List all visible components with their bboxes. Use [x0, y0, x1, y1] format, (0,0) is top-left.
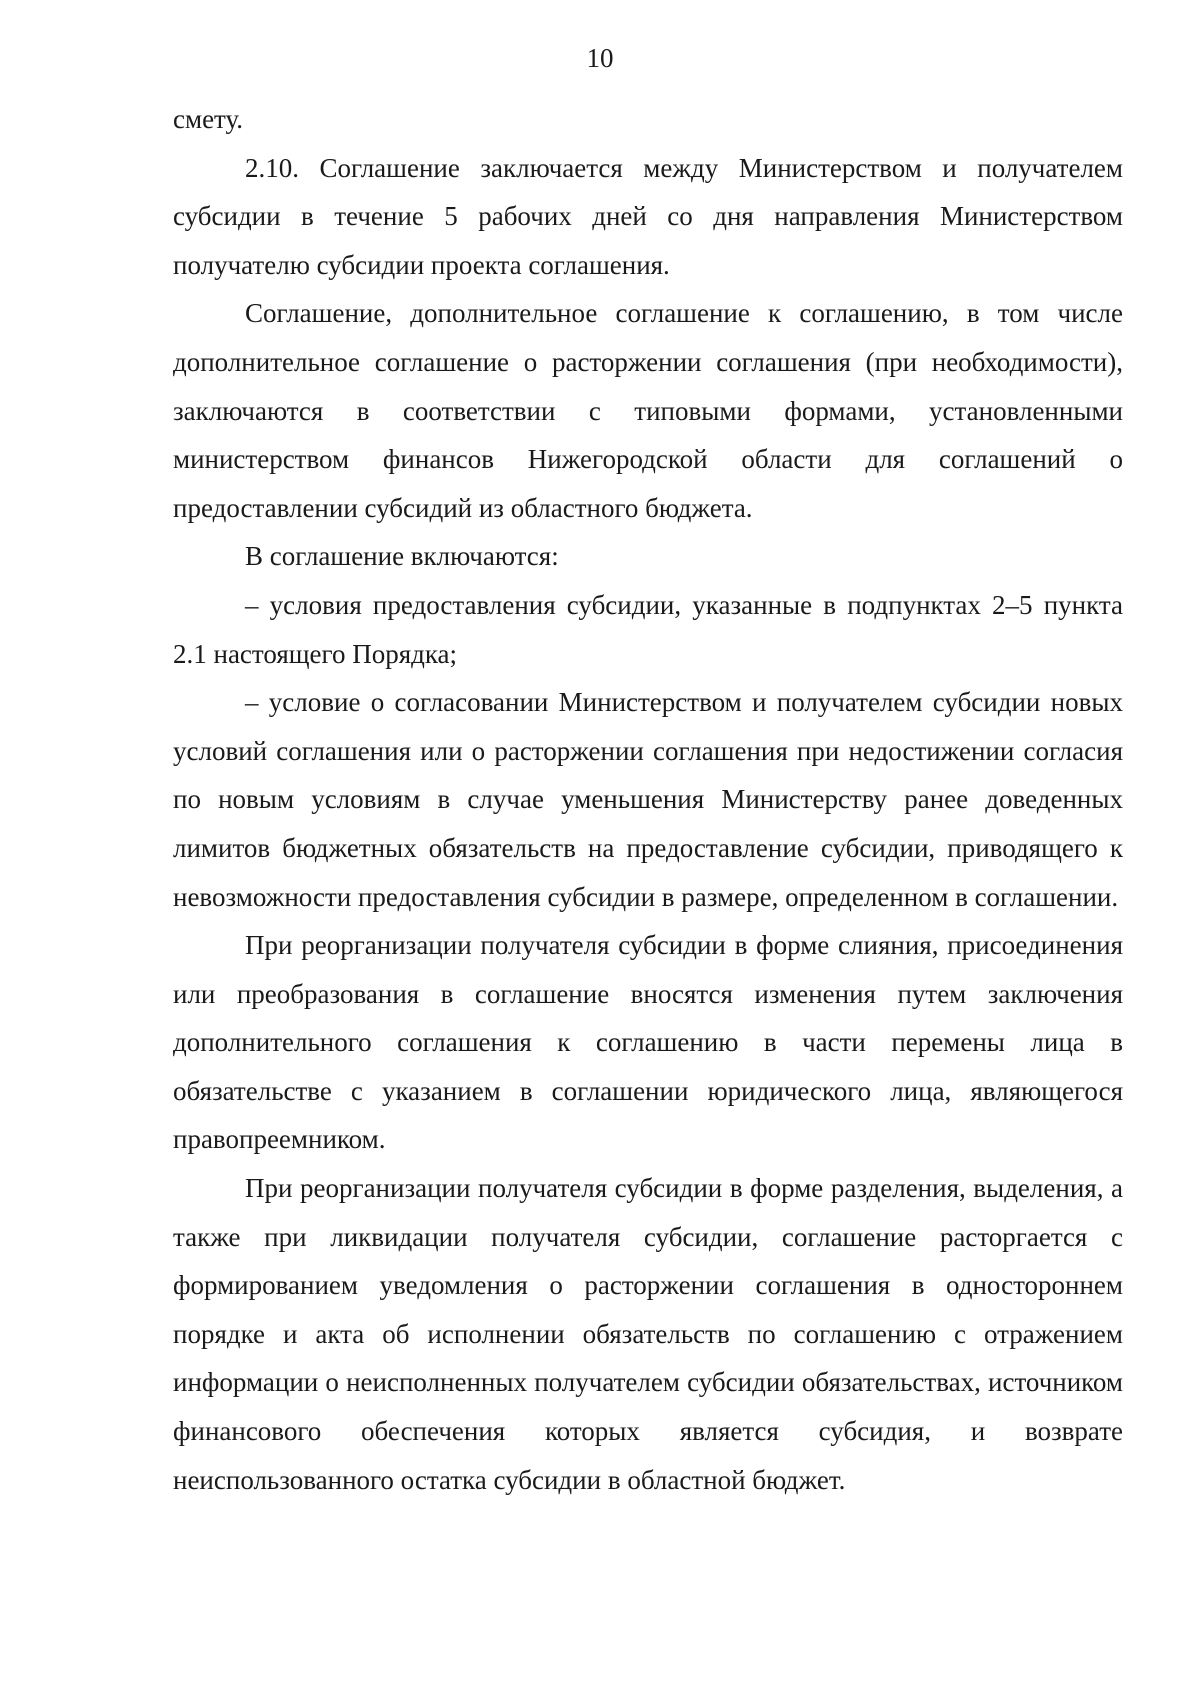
paragraph-agreement-includes: В соглашение включаются:: [245, 541, 559, 572]
paragraph-reorganization-merger: При реорганизации получателя субсидии в форме слияния, присоединения или преобразования в соглашение вносятся изменения путем заключения дополнительного соглашения к соглашению в части перемены лица в обязательстве с указанием в соглашении юридического лица, являющегося правопреемником.: [173, 930, 1123, 1155]
paragraph-reorganization-division: При реорганизации получателя субсидии в форме разделения, выделения, а также при ликвидации получателя субсидии, соглашение расторгается с формированием уведомления о расторжении соглашения в одностороннем порядке и акта об исполнении обязательств по соглашению с отражением информации о неисполненных получателем субсидии обязательствах, источником финансового обеспечения которых является субсидия, и возврате неиспользованного остатка субсидии в областной бюджет.: [173, 1173, 1123, 1495]
paragraph-continuation: смету.: [173, 104, 244, 134]
document-body: [173, 95, 1123, 1504]
page-number: 10: [586, 43, 614, 73]
list-item-conditions: – условия предоставления субсидии, указанные в подпунктах 2–5 пункта 2.1 настоящего Порядка;: [173, 589, 1123, 669]
paragraph-agreement-forms: Соглашение, дополнительное соглашение к соглашению, в том числе дополнительное соглашение о расторжении соглашения (при необходимости), заключаются в соответствии с типовыми формами, установленными министерством финансов Нижегородской области для соглашений о предоставлении субсидий из областного бюджета.: [173, 298, 1123, 523]
paragraph-clause-2-10: 2.10. Соглашение заключается между Министерством и получателем субсидии в течение 5 рабочих дней со дня направления Министерством получателю субсидии проекта соглашения.: [173, 152, 1123, 280]
list-item-condition-approval: – условие о согласовании Министерством и получателем субсидии новых условий соглашения или о расторжении соглашения при недостижении согласия по новым условиям в случае уменьшения Министерству ранее доведенных лимитов бюджетных обязательств на предоставление субсидии, приводящего к невозможности предоставления субсидии в размере, определенном в соглашении.: [173, 687, 1123, 912]
